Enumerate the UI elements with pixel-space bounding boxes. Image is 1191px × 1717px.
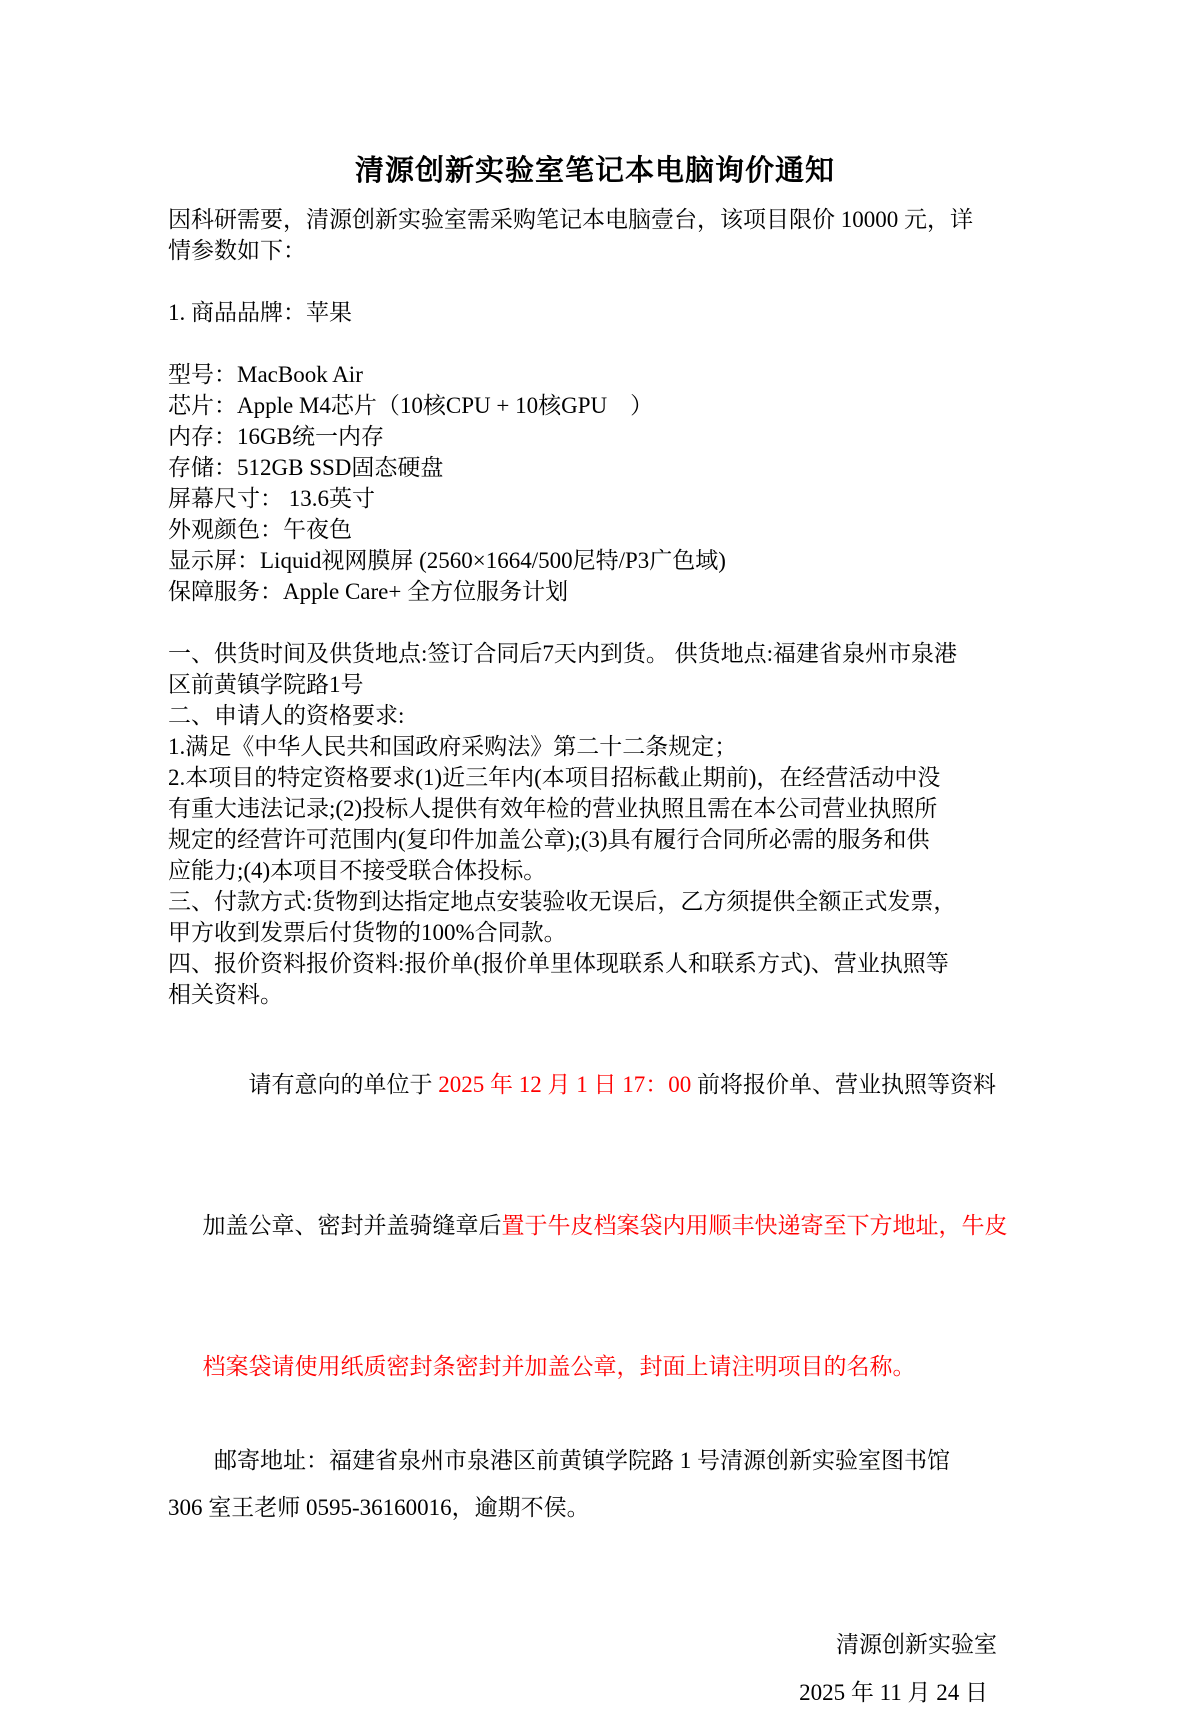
blank-line xyxy=(168,328,1022,359)
mailing-paragraph xyxy=(168,1437,1022,1531)
deadline-paragraph xyxy=(168,1014,1022,1437)
term-eligibility-item-1: 1.满足《中华人民共和国政府采购法》第二十二条规定； xyxy=(168,734,738,759)
deadline-envelope-red-continued: 档案袋请使用纸质密封条密封并加盖公章，封面上请注明项目的名称。 xyxy=(202,1354,916,1379)
deadline-date-red: 2025 年 12 月 1 日 17：00 xyxy=(438,1072,692,1097)
signature-org: 清源创新实验室 xyxy=(836,1632,997,1657)
deadline-text-after-date: 前将报价单、营业执照等资料 xyxy=(691,1072,996,1097)
signature-date: 2025 年 11 月 24 日 xyxy=(799,1680,988,1705)
document-title: 清源创新实验室笔记本电脑询价通知 xyxy=(354,155,835,187)
term-payment-line-1: 三、付款方式:货物到达指定地点安装验收无误后，乙方须提供全额正式发票， xyxy=(168,889,957,914)
term-delivery-line-2: 区前黄镇学院路1号 xyxy=(168,672,364,697)
term-eligibility-item-2-line-2: 有重大违法记录;(2)投标人提供有效年检的营业执照且需在本公司营业执照所 xyxy=(168,796,938,821)
spec-line-storage: 存储：512GB SSD固态硬盘 xyxy=(168,455,444,480)
term-eligibility-heading: 二、申请人的资格要求: xyxy=(168,703,405,728)
mailing-address-line-1: 邮寄地址：福建省泉州市泉港区前黄镇学院路 1 号清源创新实验室图书馆 xyxy=(214,1448,950,1473)
terms-section xyxy=(168,638,1022,1010)
term-eligibility-item-2-line-4: 应能力;(4)本项目不接受联合体投标。 xyxy=(168,858,547,883)
deadline-line-2 xyxy=(168,1155,1022,1296)
term-delivery-line-1: 一、供货时间及供货地点:签订合同后7天内到货。 供货地点:福建省泉州市泉港 xyxy=(168,641,958,666)
spec-list xyxy=(168,359,1022,607)
term-eligibility-item-2-line-3: 规定的经营许可范围内(复印件加盖公章);(3)具有履行合同所必需的服务和供 xyxy=(168,827,930,852)
spec-line-screen-size: 屏幕尺寸： 13.6英寸 xyxy=(168,486,375,511)
term-quote-docs-line-2: 相关资料。 xyxy=(168,982,283,1007)
spec-line-memory: 内存：16GB统一内存 xyxy=(168,424,384,449)
spec-line-chip: 芯片：Apple M4芯片（10核CPU + 10核GPU ） xyxy=(168,393,654,418)
signature-block xyxy=(168,1621,1022,1717)
spec-line-color: 外观颜色：午夜色 xyxy=(168,517,352,542)
term-eligibility-item-2-line-1: 2.本项目的特定资格要求(1)近三年内(本项目招标截止期前)，在经营活动中没 xyxy=(168,765,941,790)
intro-paragraph xyxy=(168,204,1022,266)
deadline-line-1 xyxy=(168,1014,1022,1155)
mailing-address-line-2: 306 室王老师 0595-36160016，逾期不侯。 xyxy=(168,1495,590,1520)
blank-line xyxy=(168,266,1022,297)
deadline-seal-text: 加盖公章、密封并盖骑缝章后 xyxy=(202,1213,502,1238)
term-quote-docs-line-1: 四、报价资料报价资料:报价单(报价单里体现联系人和联系方式)、营业执照等 xyxy=(168,951,949,976)
intro-line-2: 情参数如下： xyxy=(168,238,306,263)
term-payment-line-2: 甲方收到发票后付货物的100%合同款。 xyxy=(168,920,567,945)
deadline-line-3 xyxy=(168,1296,1022,1437)
spec-line-warranty: 保障服务：Apple Care+ 全方位服务计划 xyxy=(168,579,569,604)
intro-line-1: 因科研需要，清源创新实验室需采购笔记本电脑壹台，该项目限价 10000 元，详 xyxy=(168,207,973,232)
spec-line-display: 显示屏：Liquid视网膜屏 (2560×1664/500尼特/P3广色域) xyxy=(168,548,726,573)
brand-line: 1. 商品品牌：苹果 xyxy=(168,300,352,325)
spec-line-model: 型号：MacBook Air xyxy=(168,362,363,387)
deadline-envelope-red: 置于牛皮档案袋内用顺丰快递寄至下方地址，牛皮 xyxy=(501,1213,1008,1238)
deadline-text-before-date: 请有意向的单位于 xyxy=(248,1072,439,1097)
blank-line xyxy=(168,607,1022,638)
